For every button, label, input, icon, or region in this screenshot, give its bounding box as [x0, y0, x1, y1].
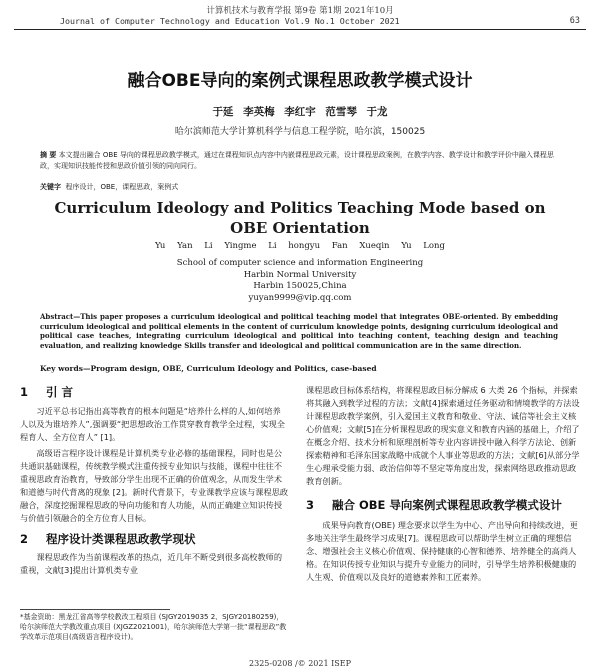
footnote-rule [20, 609, 170, 610]
authors-cn: 于延 李英梅 李红宇 范雪琴 于龙 [212, 106, 388, 118]
paper-title-en: Curriculum Ideology and Politics Teaching Mode based on OBE Orientation [54, 199, 546, 237]
section-1-paragraph-1: 习近平总书记指出高等教育的根本问题是“培养什么样的人,如何培养人以及为谁培养人”,强调要“把思想政治工作贯穿教育教学全过程，实现全程育人、全方位育人” [1]。 [20, 406, 285, 442]
right-paragraph-1: 课程思政目标体系结构，将课程思政目标分解成 6 大类 26 个指标，并探索将其融入到教学过程的方法；文献[4]探索通过任务驱动和情境教学的方法设计课程思政教学案例，引入爱国主义教育和敬业、守法、诚信等社会主义核心价值观；文献[5]在分析课程思政的现实意义和教育内涵的基础上，介绍了在概念介绍、技术分析和原理剖析等专业内容讲授中融入科学方法论、创新探索精神和毛泽东国家战略中成就个人事业等思政的方法；文献[6]从部分学生心理承受能力弱、政治信仰等不坚定等角度出发，探索网络思政推动思政教育创新。 [306, 385, 580, 486]
running-header-en: Journal of Computer Technology and Education Vol.9 No.1 October 2021 [60, 16, 400, 26]
keywords-cn [40, 182, 558, 192]
left-column [20, 384, 288, 577]
author-email: yuyan9999@vip.qq.com [248, 292, 352, 303]
footnote: *基金资助：黑龙江省高等学校教改工程项目 (SJGY2019035 2、SJGY20180259)，哈尔滨师范大学教改重点项目 (XJGZ2021001)，哈尔滨师范大学第一批“课程思政”教学改革示范项目(高级语言程序设计)。 [20, 613, 287, 641]
right-column [306, 384, 580, 584]
running-header-cn: 计算机技术与教育学报 第9卷 第1期 2021年10月 [206, 6, 394, 16]
paper-title-cn: 融合OBE导向的案例式课程思政教学模式设计 [127, 71, 473, 91]
keywords-en: Key words—Program design, OBE, Curriculum Ideology and Politics, case-based [40, 364, 377, 373]
section-3-heading: 3 融合 OBE 导向案例式课程思政教学模式设计 [306, 498, 562, 512]
abstract-cn-text: 本文提出融合 OBE 导向的课程思政教学模式，通过在课程知识点内容中内嵌课程思政元素，设计课程思政案例，在教学内容、教学设计和教学评价中融入课程思政，实现知识技能传授和思政价值引领的同向同行。 [40, 151, 554, 170]
header-rule [14, 29, 586, 30]
authors-en: Yu Yan Li Yingme Li hongyu Fan Xueqin Yu Long [155, 241, 445, 251]
affiliation-cn: 哈尔滨师范大学计算机科学与信息工程学院，哈尔滨，150025 [174, 127, 426, 137]
affiliation-en-line2: Harbin Normal University [243, 269, 357, 280]
keywords-cn-text: 程序设计，OBE，课程思政，案例式 [65, 183, 179, 191]
section-2-paragraph-1: 课程思政作为当前课程改革的热点，近几年不断受到很多高校教师的重视，文献[3]提出计算机类专业 [20, 552, 283, 575]
footer-issn: 2325-0208 /© 2021 ISEP [249, 659, 351, 668]
page-number: 63 [569, 16, 580, 26]
keywords-cn-label: 关键字 [40, 183, 61, 191]
affiliation-en-line3: Harbin 150025,China [253, 281, 347, 291]
affiliation-en-line1: School of computer science and information Engineering [176, 258, 424, 268]
abstract-cn-label: 摘 要 [40, 151, 57, 159]
section-1-paragraph-2: 高级语言程序设计课程是计算机类专业必修的基础课程，同时也是公共通识基础课程，传统教学模式注重传授专业知识与技能，课程中往往不重视思政育治教育，导致部分学生出现不正确的价值观念，从而发生学术和道德与时代背离的现象 [2]。新时代背景下，专业课教学应该与课程思政融合，深度挖掘课程思政的导向功能和育人功能，从而正确建立知识传授与价值引领融合的全方位育人目标。 [20, 448, 289, 523]
section-2-heading: 2 程序设计类课程思政教学现状 [20, 532, 196, 546]
section-1-heading: 1 引 言 [20, 385, 74, 399]
abstract-cn [40, 150, 558, 171]
abstract-en: Abstract—This paper proposes a curriculum ideological and political teaching model that integrates OBE-oriented. By embedding curriculum ideological and political elements in the content of curriculum knowledge points, designing curriculum ideological and political case teaches, integrating curriculum ideological and political into teaching content, teaching design and teaching evaluation, and realizing knowledge Skills transfer and ideological and political communication are in the same direction. [40, 312, 558, 350]
section-3-paragraph-1: 成果导向教育(OBE) 理念要求以学生为中心、产出导向和持续改进，更多地关注学生最终学习成果[7]。课程思政可以帮助学生树立正确的理想信念、增强社会主义核心价值观、保持健康的心智和德养、培养健全的高尚人格。在知识传授专业知识与提升专业能力的同时，引导学生培养积极健康的人生观、价值观以及良好的道德素养和工匠素养。 [306, 520, 578, 582]
affiliation-en [0, 258, 600, 304]
